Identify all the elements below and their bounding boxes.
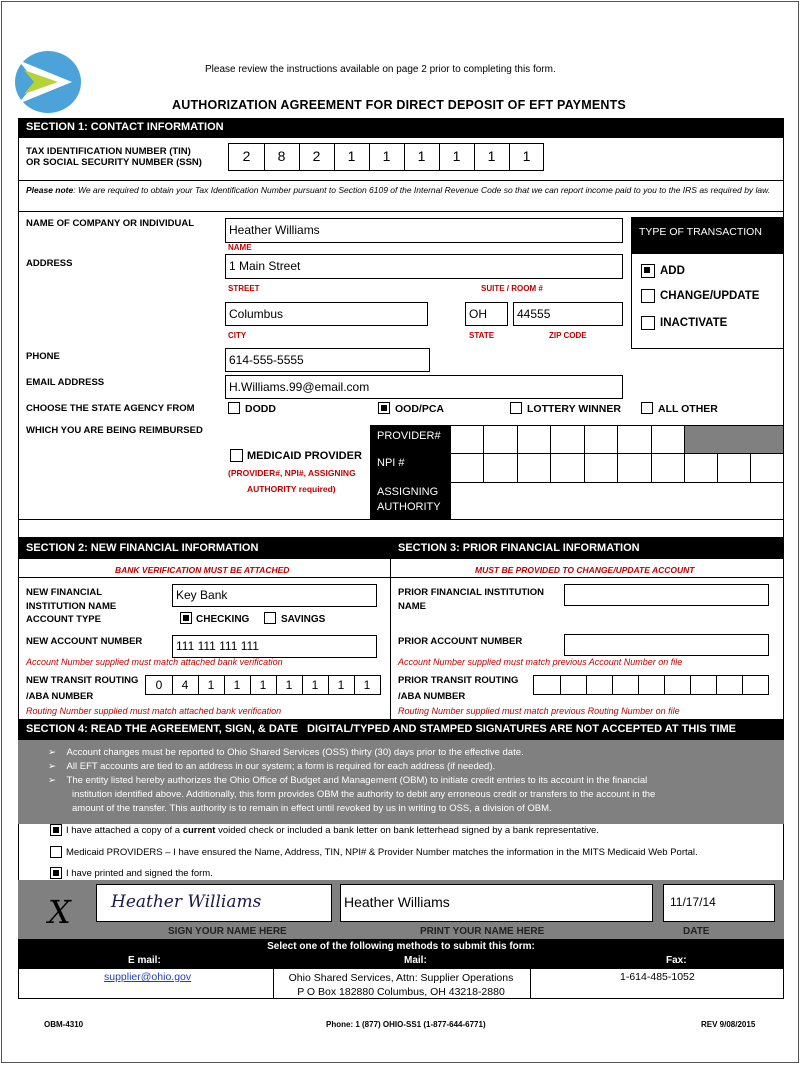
agency-label-1: CHOOSE THE STATE AGENCY FROM	[26, 403, 195, 414]
transaction-header: TYPE OF TRANSACTION	[631, 217, 784, 254]
name-caption: NAME	[228, 243, 252, 252]
prior-institution-field[interactable]	[564, 584, 769, 606]
agreement-bullet-cont: amount of the transfer. This authority is to remain in effect until revoked by us in writing to OSS, a division of OBM.	[72, 803, 552, 814]
footer-form-id: OBM-4310	[44, 1020, 84, 1029]
all-other-checkbox[interactable]	[641, 402, 653, 414]
state-caption: STATE	[469, 331, 495, 340]
state-field[interactable]: OH	[465, 302, 508, 326]
section4-bar: SECTION 4: READ THE AGREEMENT, SIGN, & DATE DIGITAL/TYPED AND STAMPED SIGNATURES ARE NOT ACCEPTED AT THIS TIME	[18, 719, 784, 740]
routing-digit: 1	[363, 678, 371, 692]
checking-checkbox[interactable]	[180, 612, 192, 624]
routing-digit: 1	[337, 678, 345, 692]
dodd-checkbox[interactable]	[228, 402, 240, 414]
agreement-bullet-cont: institution identified above. Additionally, this form provides OBM the authority to debit any erroneous credit or transfers to the account in the	[72, 789, 656, 800]
agreement-bullet: ➢ The entity listed hereby authorizes the Ohio Office of Budget and Management (OBM) to initiate credit entries to its account in the financial	[48, 775, 648, 786]
print-caption: PRINT YOUR NAME HERE	[420, 926, 545, 937]
routing-digit: 1	[285, 678, 293, 692]
tin-digit: 1	[347, 148, 356, 164]
routing-digit: 1	[311, 678, 319, 692]
agreement-bullet: ➢ Account changes must be reported to Ohio Shared Services (OSS) thirty (30) days prior to the effective date.	[48, 747, 524, 758]
prior-routing-label: PRIOR TRANSIT ROUTING /ABA NUMBER	[398, 675, 519, 702]
zip-field[interactable]: 44555	[513, 302, 623, 326]
lottery-winner-label: LOTTERY WINNER	[527, 403, 621, 415]
agreement-box	[18, 740, 784, 824]
new-account-field[interactable]: 111 111 111 111	[172, 635, 377, 658]
checking-label: CHECKING	[196, 614, 250, 625]
submit-fax: 1-614-485-1052	[620, 971, 695, 983]
new-institution-field[interactable]: Key Bank	[172, 584, 377, 607]
prior-account-note: Account Number supplied must match previous Account Number on file	[398, 657, 683, 667]
suite-caption: SUITE / ROOM #	[481, 284, 543, 293]
new-institution-label: NEW FINANCIAL INSTITUTION NAME	[26, 587, 117, 612]
inactivate-label: INACTIVATE	[660, 317, 728, 329]
phone-field[interactable]: 614-555-5555	[225, 348, 430, 372]
savings-label: SAVINGS	[281, 614, 326, 625]
tin-label: TAX IDENTIFICATION NUMBER (TIN) OR SOCIAL SECURITY NUMBER (SSN)	[26, 146, 202, 168]
ohio-logo	[14, 50, 82, 114]
email-field[interactable]: H.Williams.99@email.com	[225, 375, 623, 399]
change-update-label: CHANGE/UPDATE	[660, 290, 760, 302]
tin-field[interactable]	[228, 143, 544, 171]
x-mark: X	[48, 893, 71, 931]
tin-digit: 8	[277, 148, 286, 164]
footer-rev: REV 9/08/2015	[701, 1020, 756, 1029]
add-label: ADD	[660, 265, 685, 277]
all-other-label: ALL OTHER	[658, 403, 718, 415]
account-type-label: ACCOUNT TYPE	[26, 614, 101, 625]
dodd-label: DODD	[245, 403, 276, 415]
section1-bar: SECTION 1: CONTACT INFORMATION	[18, 118, 784, 138]
provider-labels-block: PROVIDER# NPI # ASSIGNING AUTHORITY	[370, 425, 450, 519]
routing-digit: 0	[155, 678, 163, 692]
medicaid-providers-label: Medicaid PROVIDERS – I have ensured the Name, Address, TIN, NPI# & Provider Number matches the information in the MITS Medicaid Web Portal.	[66, 847, 698, 858]
date-field[interactable]: 11/17/14	[663, 884, 775, 922]
tin-digit: 2	[312, 148, 321, 164]
irs-note: Please note: We are required to obtain your Tax Identification Number pursuant to Section 6109 of the Internal Revenue Code so that we can report income paid to you to the IRS as required by law.	[26, 185, 771, 195]
bank-verification-banner: BANK VERIFICATION MUST BE ATTACHED	[115, 565, 290, 575]
provider-grid[interactable]	[450, 425, 783, 519]
prior-account-label: PRIOR ACCOUNT NUMBER	[398, 636, 523, 647]
ood-pca-label: OOD/PCA	[395, 403, 445, 415]
ood-pca-checkbox[interactable]	[378, 402, 390, 414]
prior-banner: MUST BE PROVIDED TO CHANGE/UPDATE ACCOUNT	[475, 565, 695, 575]
medicaid-checkbox[interactable]	[230, 449, 243, 462]
routing-digit: 1	[233, 678, 241, 692]
attached-check-checkbox[interactable]	[50, 824, 62, 836]
lottery-winner-checkbox[interactable]	[510, 402, 522, 414]
footer-phone: Phone: 1 (877) OHIO-SS1 (1-877-644-6771)	[326, 1020, 486, 1029]
submit-email-link[interactable]: supplier@ohio.gov	[104, 971, 192, 983]
sign-caption: SIGN YOUR NAME HERE	[168, 926, 287, 937]
routing-digit: 1	[207, 678, 215, 692]
routing-digit: 4	[181, 678, 189, 692]
prior-account-field[interactable]	[564, 634, 769, 656]
tin-digit: 1	[382, 148, 391, 164]
address-label: ADDRESS	[26, 258, 73, 269]
new-routing-note: Routing Number supplied must match attached bank verification	[26, 706, 282, 716]
name-label: NAME OF COMPANY OR INDIVIDUAL	[26, 218, 195, 229]
printed-signed-checkbox[interactable]	[50, 867, 62, 879]
tin-digit: 1	[452, 148, 461, 164]
zip-caption: ZIP CODE	[549, 331, 587, 340]
street-field[interactable]: 1 Main Street	[225, 254, 623, 279]
signature-field[interactable]: Heather Williams	[96, 884, 332, 922]
add-checkbox[interactable]	[641, 264, 655, 278]
agreement-bullet: ➢ All EFT accounts are tied to an address in our system; a form is required for each address (if needed).	[48, 761, 496, 772]
new-routing-label: NEW TRANSIT ROUTING /ABA NUMBER	[26, 675, 139, 702]
tin-digit: 1	[522, 148, 531, 164]
tin-digit: 2	[242, 148, 251, 164]
new-routing-field[interactable]	[145, 675, 381, 695]
prior-institution-label: PRIOR FINANCIAL INSTITUTION NAME	[398, 587, 545, 612]
agency-label-2: WHICH YOU ARE BEING REIMBURSED	[26, 425, 203, 436]
new-account-note: Account Number supplied must match attached bank verification	[26, 657, 283, 667]
name-field[interactable]: Heather Williams	[225, 218, 623, 243]
printed-signed-label: I have printed and signed the form.	[66, 868, 213, 879]
instructions-note: Please review the instructions available on page 2 prior to completing this form.	[205, 64, 556, 75]
section3-title: SECTION 3: PRIOR FINANCIAL INFORMATION	[398, 542, 640, 554]
prior-routing-field[interactable]	[533, 675, 769, 695]
phone-label: PHONE	[26, 351, 60, 362]
city-field[interactable]: Columbus	[225, 302, 428, 326]
medicaid-note-2: AUTHORITY required)	[247, 484, 336, 494]
medicaid-providers-checkbox[interactable]	[50, 846, 62, 858]
section2-title: SECTION 2: NEW FINANCIAL INFORMATION	[26, 542, 259, 554]
printed-name-field[interactable]: Heather Williams	[340, 884, 653, 922]
date-caption: DATE	[683, 926, 710, 937]
submit-header: Select one of the following methods to submit this form: E mail: Mail: Fax:	[18, 939, 784, 969]
city-caption: CITY	[228, 331, 247, 340]
form-title: AUTHORIZATION AGREEMENT FOR DIRECT DEPOSIT OF EFT PAYMENTS	[172, 98, 626, 112]
new-account-label: NEW ACCOUNT NUMBER	[26, 636, 143, 647]
medicaid-note-1: (PROVIDER#, NPI#, ASSIGNING	[228, 468, 356, 478]
tin-digit: 1	[417, 148, 426, 164]
attached-check-label: I have attached a copy of a current voided check or included a bank letter on bank letterhead signed by a bank representative.	[66, 825, 599, 836]
prior-routing-note: Routing Number supplied must match previous Routing Number on file	[398, 706, 680, 716]
tin-digit: 1	[487, 148, 496, 164]
submit-mail-address: Ohio Shared Services, Attn: Supplier Operations P O Box 182880 Columbus, OH 43218-2880	[288, 972, 514, 998]
savings-checkbox[interactable]	[264, 612, 276, 624]
change-update-checkbox[interactable]	[641, 289, 655, 303]
email-label: EMAIL ADDRESS	[26, 377, 105, 388]
inactivate-checkbox[interactable]	[641, 316, 655, 330]
section2-3-bar	[18, 538, 784, 559]
medicaid-label: MEDICAID PROVIDER	[247, 450, 362, 462]
street-caption: STREET	[228, 284, 260, 293]
routing-digit: 1	[259, 678, 267, 692]
